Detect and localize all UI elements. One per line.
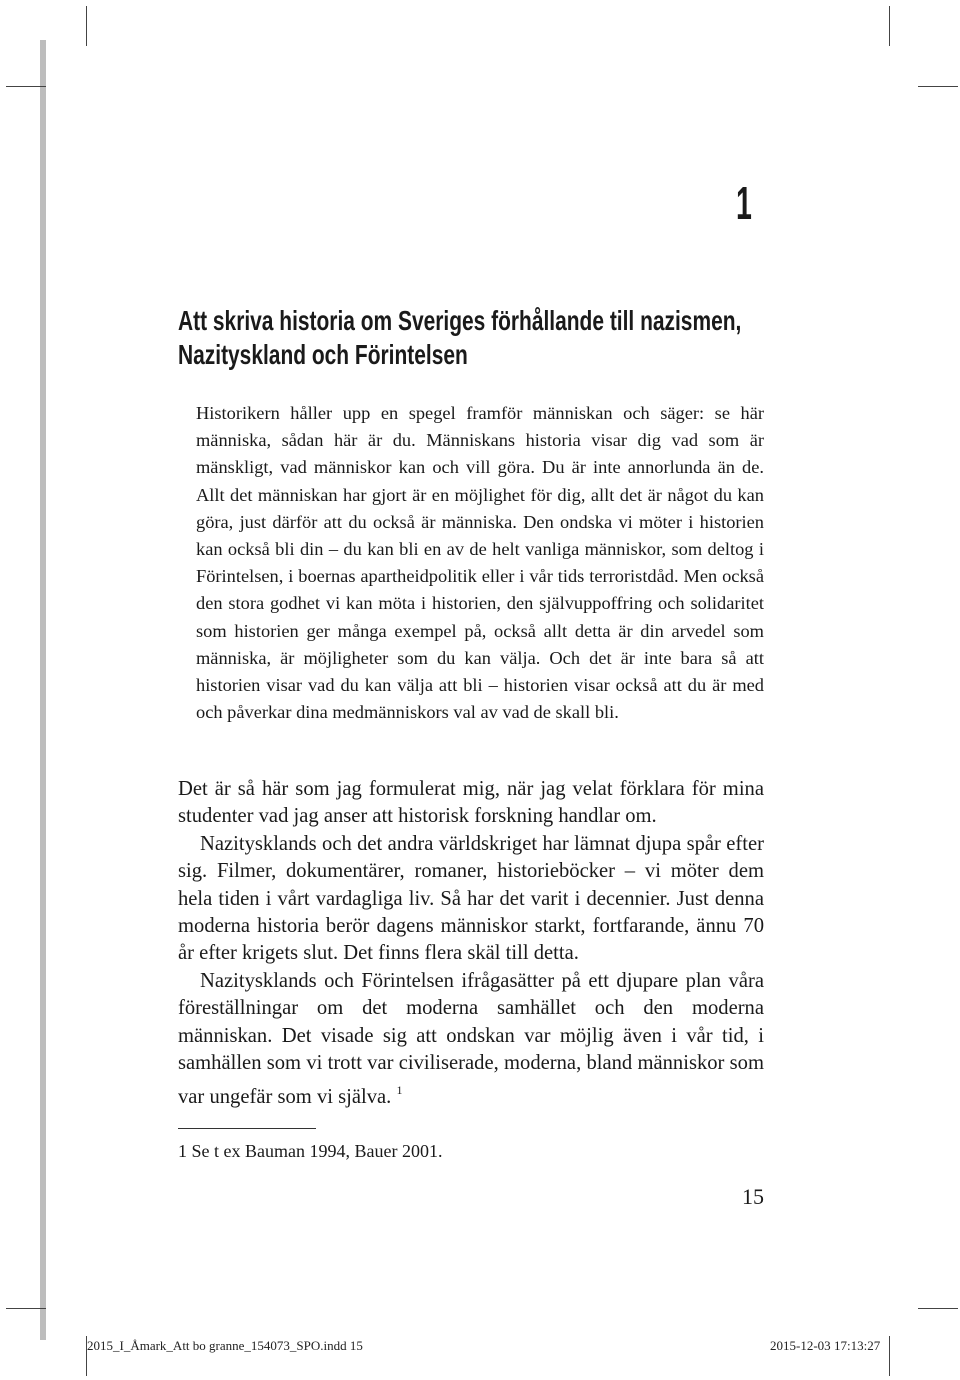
crop-mark-bottom-right-v xyxy=(889,1336,890,1376)
crop-mark-top-left-h xyxy=(6,86,46,87)
paragraph-3 xyxy=(178,968,764,1112)
paragraph-1: Det är så här som jag formulerat mig, när jag velat förklara för mina studenter vad jag anser att historisk forskning handlar om. xyxy=(178,778,764,828)
paragraph-3-text: Nazitysklands och Förintelsen ifrågasätter på ett djupare plan våra föreställningar om det moderna samhället och den moderna människan. Det visade sig att ondskan var möjlig även i vår tid, i samhällen som vi trott var civiliserade, moderna, bland människor som var ungefär som vi själva. xyxy=(178,969,764,1109)
page-number: 15 xyxy=(742,1184,764,1209)
slug-filename: 2015_I_Åmark_Att bo granne_154073_SPO.indd 15 xyxy=(87,1338,363,1353)
chapter-title-line-2: Nazityskland och Förintelsen xyxy=(178,339,468,370)
body-text xyxy=(178,776,764,1112)
bleed-margin-bar xyxy=(40,40,46,1340)
footnote-divider xyxy=(178,1128,316,1129)
paragraph-2: Nazitysklands och det andra världskriget har lämnat djupa spår efter sig. Filmer, dokumentärer, romaner, historieböcker – vi möter dem hela tiden i vårt vardagliga liv. Så har det varit i decennier. Just denna moderna historia berör dagens människor starkt, fortfarande, ännu 70 år efter krigets slut. Det finns flera skäl till detta. xyxy=(178,832,764,965)
chapter-title-line-1: Att skriva historia om Sveriges förhållande till nazismen, xyxy=(178,305,742,336)
crop-mark-top-right-h xyxy=(918,86,958,87)
slug-time: 17:13:27 xyxy=(834,1338,881,1353)
slug-date: 2015-12-03 xyxy=(770,1338,831,1353)
crop-mark-top-left-v xyxy=(86,6,87,46)
crop-mark-top-right-v xyxy=(889,6,890,46)
chapter-title xyxy=(178,304,776,372)
footnote-reference[interactable]: 1 xyxy=(396,1083,403,1098)
footnote: 1 Se t ex Bauman 1994, Bauer 2001. xyxy=(178,1141,443,1161)
crop-mark-bottom-right-h xyxy=(918,1308,958,1309)
epigraph-quote: Historikern håller upp en spegel framför människan och säger: se här människa, sådan här är du. Människans historia visar dig vad som är mänskligt, vad människor kan och vill göra. Du är inte annorlunda än de. Allt det människan har gjort är en möjlighet för dig, allt det är något du kan göra, just därför att du också är människa. Den ondska vi möter i historien kan också bli din – du kan bli en av de helt vanliga människor, som deltog i Förintelsen, i boernas apartheidpolitik eller i vår tids terroristdåd. Men också den stora godhet vi kan möta i historien, den självuppoffring och solidaritet som historien ger många exempel på, också allt detta är din arvedel som människa, är möjligheter som du kan välja. Och det är inte bara så att historien visar vad du kan välja att bli – historien visar också att du är med och påverkar dina medmänniskors val av vad de skall bli. xyxy=(196,403,764,723)
chapter-number: 1 xyxy=(736,177,752,229)
crop-mark-bottom-left-h xyxy=(6,1308,46,1309)
